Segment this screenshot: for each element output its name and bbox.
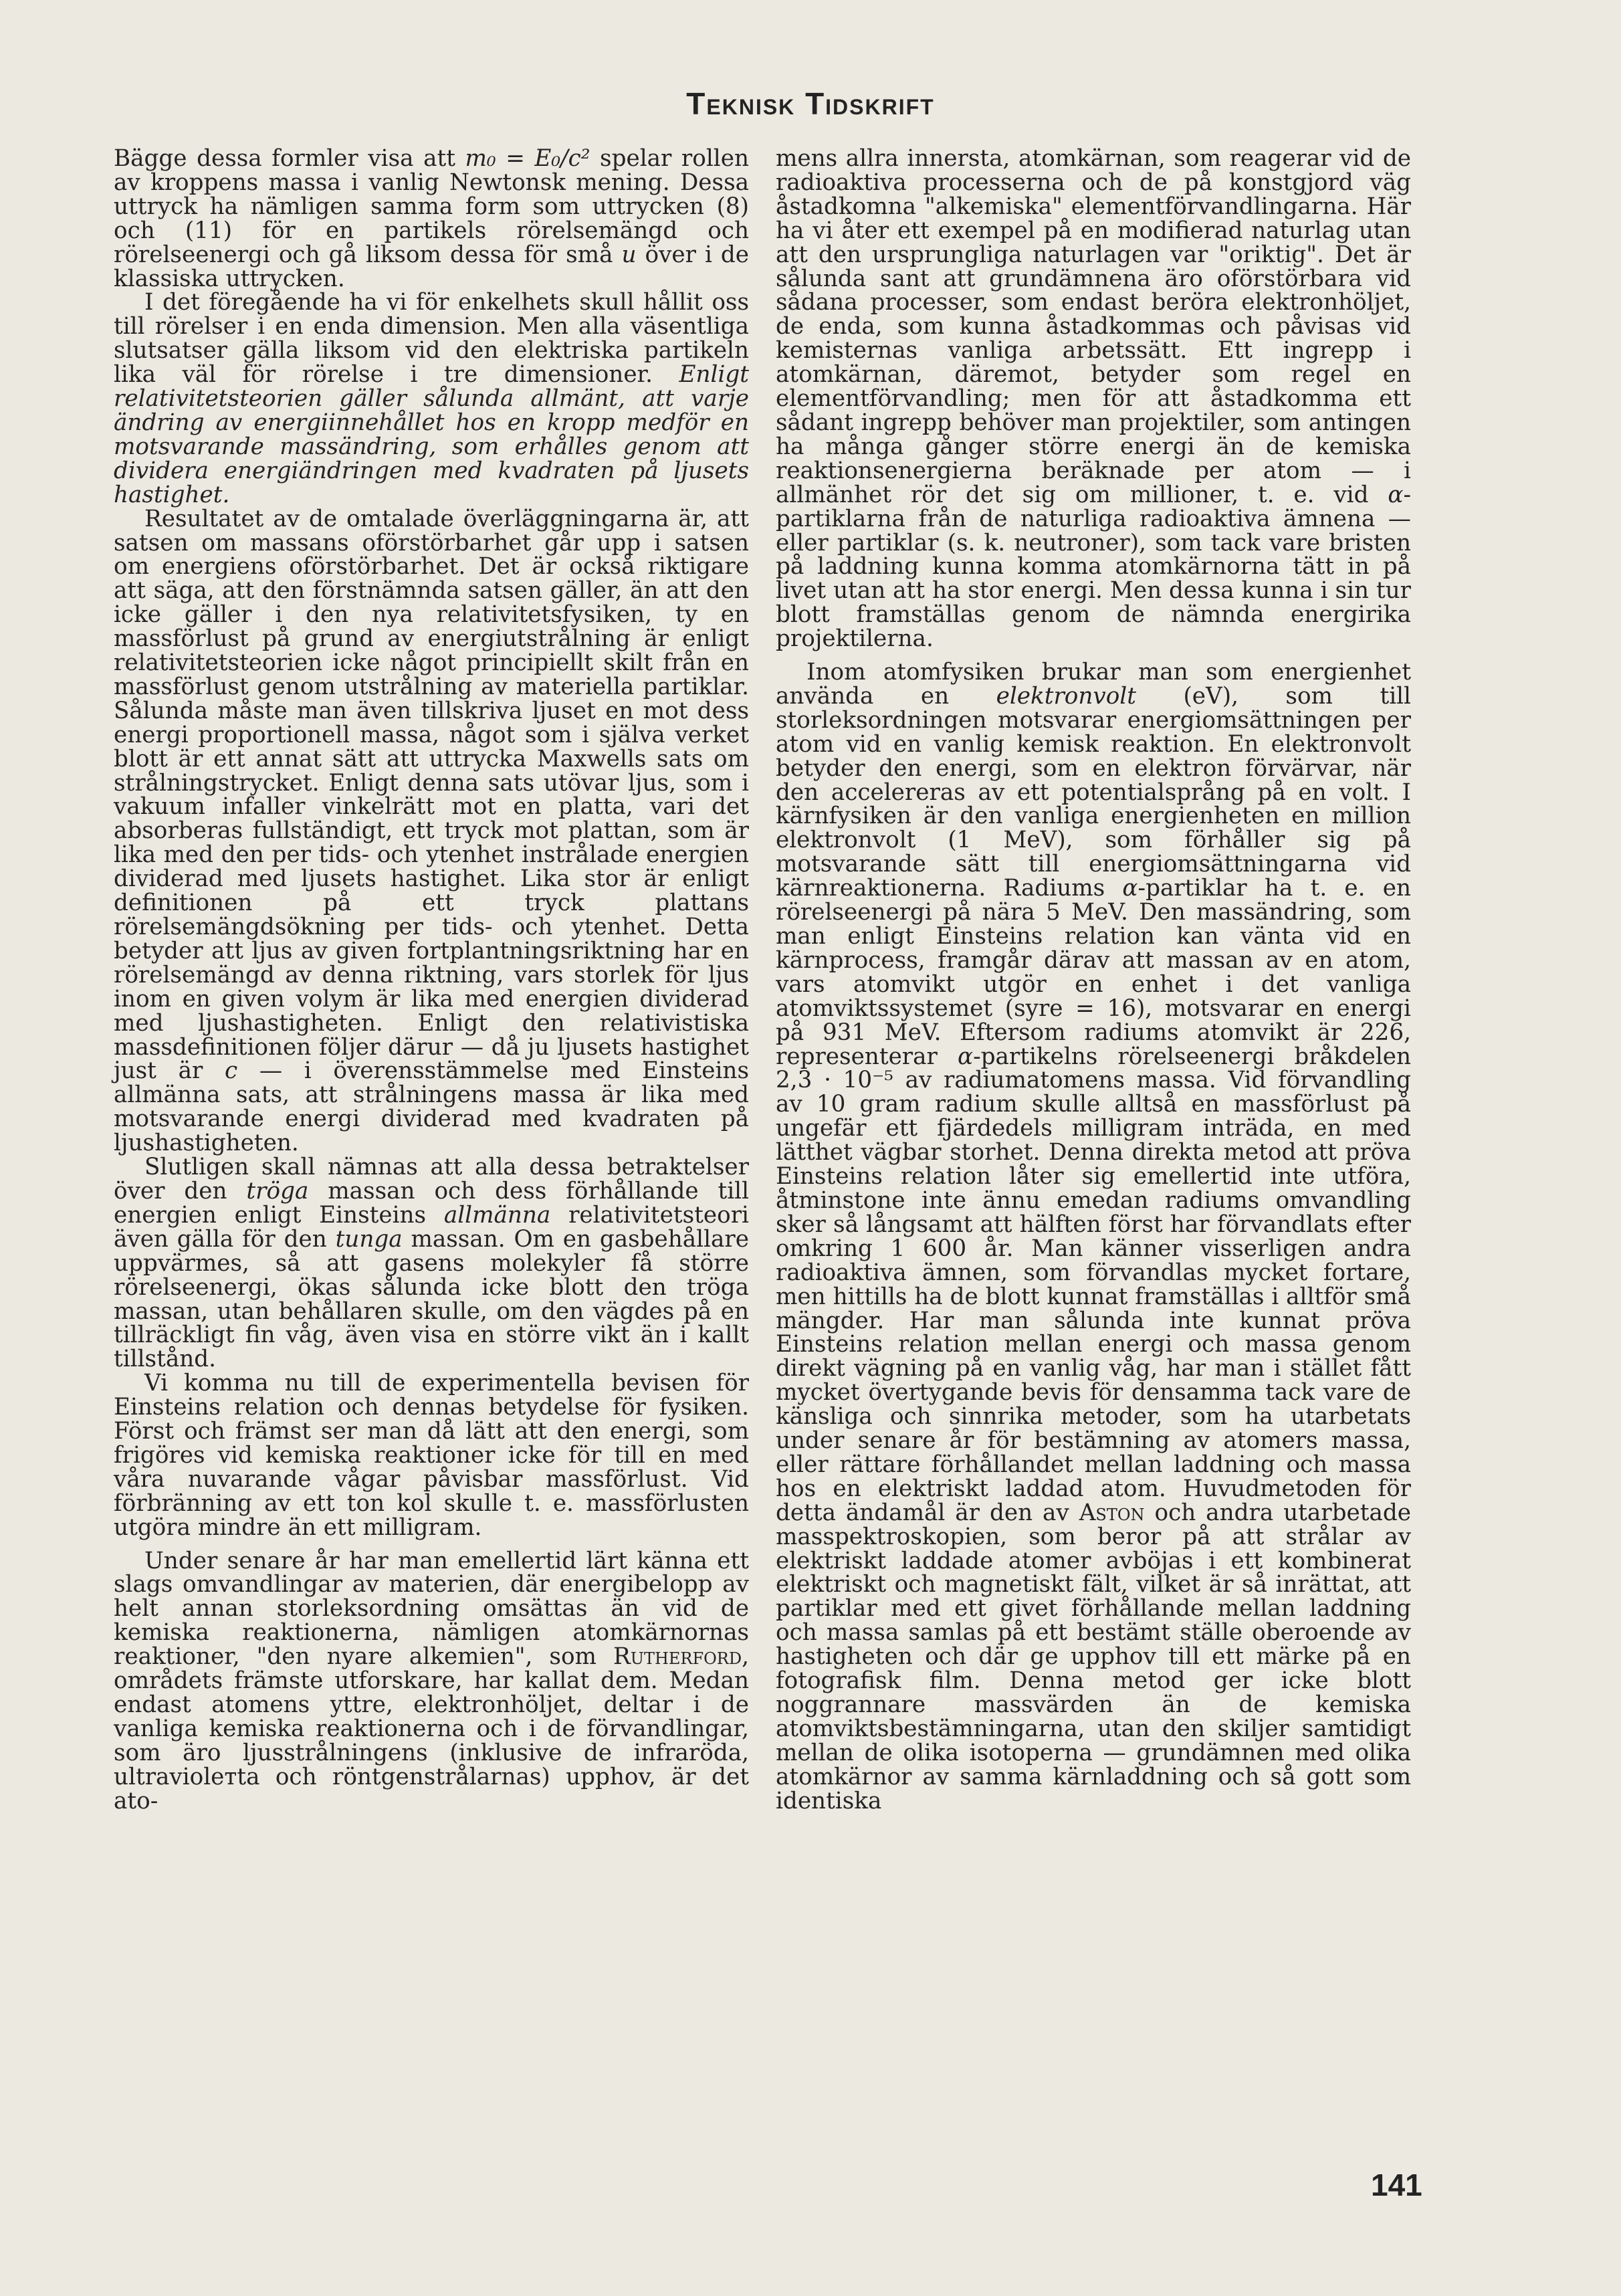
emphasis: Enligt relativitetsteorien gäller sålunda allmänt, att varje ändring av energiinnehållet hos en kropp medför en motsvarande massändring, som erhålles genom att dividera energiändringen med kvadraten på ljusets hastighet. bbox=[114, 361, 749, 508]
paragraph: Bägge dessa formler visa att m₀ = E₀/c² spelar rollen av kroppens massa i vanlig Newtonsk mening. Dessa uttryck ha nämligen samma form som uttrycken (8) och (11) för en partikels rörelsemängd och rörelseenergi och gå liksom dessa för små u över i de klassiska uttrycken. bbox=[114, 145, 749, 292]
formula: m₀ = E₀/c² bbox=[465, 145, 590, 172]
page-number: 141 bbox=[1371, 2168, 1422, 2202]
paragraph: Inom atomfysiken brukar man som energienhet använda en elektronvolt (eV), som till storleksordningen motsvarar energiomsättningen per atom vid en vanlig kemisk reaktion. En elektronvolt betyder den energi, som en elektron förvärvar, när den accelereras av ett potentialsprång på en volt. I kärnfysiken är den vanliga energienheten en million elektronvolt (1 MeV), som förhåller sig på motsvarande sätt till energiomsättningarna vid kärnreaktionerna. Radiums α-partiklar ha t. e. en rörelseenergi på nära 5 MeV. Den massändring, som man enligt Einsteins relation kan vänta vid en kärnprocess, framgår därav att massan av en atom, vars atomvikt utgör en enhet i det vanliga atomviktssystemet (syre = 16), motsvarar en energi på 931 MeV. Eftersom radiums atomvikt är 226, representerar α-partikelns rörelseenergi bråkdelen 2,3 · 10⁻⁵ av radiumatomens massa. Vid förvandling av 10 gram radium skulle alltså en massförlust på ungefär ett fjärdedels milligram inträda, en med lätthet vägbar storhet. Denna direkta metod att pröva Einsteins relation låter sig emellertid inte utföra, åtminstone inte ännu emedan radiums omvandling sker så långsamt att hälften först har förvandlats efter omkring 1 600 år. Man känner visserligen andra radioaktiva ämnen, som förvandlas mycket fortare, men hittills ha de blott kunnat framställas i alltför små mängder. Har man sålunda inte kunnat pröva Einsteins relation mellan energi och massa genom direkt vägning på en vanlig våg, har man i stället fått mycket övertygande bevis för densamma tack vare de känsliga och sinnrika metoder, som ha utarbetats under senare år för bestämning av atomers massa, eller rättare förhållandet mellan laddning och massa hos en elektriskt laddad atom. Huvudmetoden för detta ändamål är den av Aston och andra utarbetade masspektroskopien, som beror på att strålar av elektriskt laddade atomer avböjas i ett kombinerat elektriskt och magnetiskt fält, vilket är så inrättat, att partiklar med ett givet förhållande mellan laddning och massa samlas på ett bestämt ställe oberoende av hastigheten och där ge upphov till ett märke på en fotografisk film. Denna metod ger icke blott noggrannare massvärden än de kemiska atomviktsbestämningarna, utan den skiljer samtidigt mellan de olika isotoperna — grundämnen med olika atomkärnor av samma kärnladdning och så gott som identiska bbox=[776, 659, 1412, 1814]
paragraph: I det föregående ha vi för enkelhets skull hållit oss till rörelser i en enda dimension. Men alla väsentliga slutsatser gälla liksom vid den elektriska partikeln lika väl för rörelse i tre dimensioner. Enligt relativitetsteorien gäller sålunda allmänt, att varje ändring av energiinnehållet hos en kropp medför en motsvarande massändring, som erhålles genom att dividera energiändringen med kvadraten på ljusets hastighet. bbox=[114, 289, 749, 508]
paragraph: Resultatet av de omtalade överläggningarna är, att satsen om massans oförstörbarhet går upp i satsen om energiens oförstörbarhet. Det är också riktigare att säga, att den förstnämnda satsen gäller, än att den icke gäller i den nya relativitetsfysiken, ty en massförlust på grund av energiutstrålning är enligt relativitetsteorien icke något principiellt skilt från en massförlust genom utstrålning av materiella partiklar. Sålunda måste man även tillskriva ljuset en mot dess energi proportionell massa, något som i själva verket blott är ett annat sätt att uttrycka Maxwells sats om strålningstrycket. Enligt denna sats utövar ljus, som i vakuum infaller vinkelrätt mot en platta, vari det absorberas fullständigt, ett tryck mot plattan, som är lika med den per tids- och ytenhet instrålade energien dividerad med ljusets hastighet. Lika stor är enligt definitionen på ett tryck plattans rörelsemängdsökning per tids- och ytenhet. Detta betyder att ljus av given fortplantningsriktning har en rörelsemängd av denna riktning, vars storlek för ljus inom en given volym är lika med energien dividerad med ljushastigheten. Enligt den relativistiska massdefinitionen följer därur — då ju ljusets hastighet just är c — i överensstämmelse med Einsteins allmänna sats, att strålningens massa är lika med motsvarande energi dividerad med kvadraten på ljushastigheten. bbox=[114, 505, 749, 1157]
paragraph: Slutligen skall nämnas att alla dessa betraktelser över den tröga massan och dess förhållande till energien enligt Einsteins allmänna relativitetsteori även gälla för den tunga massan. Om en gasbehållare uppvärmes, så att gasens molekyler få större rörelseenergi, ökas sålunda icke blott den tröga massan, utan behållaren skulle, om den vägdes på en tillräckligt fin våg, även visa en större vikt än i kallt tillstånd. bbox=[114, 1154, 750, 1373]
right-column bbox=[776, 147, 1411, 1814]
formula: 2,3 · 10⁻⁵ bbox=[776, 1067, 893, 1094]
paragraph: Under senare år har man emellertid lärt känna ett slags omvandlingar av materien, där energibelopp av helt annan storleksordning omsättas än vid de kemiska reaktionerna, nämligen atomkärnornas reaktioner, "den nyare alkemien", som Rutherford, områdets främste utforskare, har kallat dem. Medan endast atomens yttre, elektronhöljet, deltar i de vanliga kemiska reaktionerna och i de förvandlingar, som äro ljusstrålningens (inklusive de infraröda, ultraviolетta och röntgenstrålarnas) upphov, är det ato- bbox=[114, 1547, 749, 1814]
paragraph: mens allra innersta, atomkärnan, som reagerar vid de radioaktiva processerna och de på konstgjord väg åstadkomna "alkemiska" elementförvandlingarna. Här ha vi åter ett exempel på en modifierad naturlag utan att den ursprungliga naturlagen var "oriktig". Det är sålunda sant att grundämnena äro oförstörbara vid sådana processer, som endast beröra elektronhöljet, de enda, som kunna åstadkommas och påvisas vid kemisternas vanliga arbetssätt. Ett ingrepp i atomkärnan, däremot, betyder som regel en elementförvandling; men för att åstadkomma ett sådant ingrepp behöver man projektiler, som antingen ha många gånger större energi än de kemiska reaktionsenergierna beräknade per atom — i allmänhet rör det sig om millioner, t. e. vid α-partiklarna från de naturliga radioaktiva ämnena — eller partiklar (s. k. neutroner), som tack vare bristen på laddning kunna komma atomkärnorna tätt in på livet utan att ha stor energi. Men dessa kunna i sin tur blott framställas genom de nämnda energirika projektilerna. bbox=[776, 145, 1411, 653]
left-column bbox=[114, 147, 749, 1814]
running-header: Teknisk Tidskrift bbox=[686, 86, 935, 121]
person-name: Aston bbox=[1079, 1499, 1145, 1526]
paragraph: Vi komma nu till de experimentella bevisen för Einsteins relation och dennas betydelse för fysiken. Först och främst ser man då lätt att den energi, som frigöres vid kemiska reaktioner icke för till en med våra nuvarande vågar påvisbar massförlust. Vid förbränning av ett ton kol skulle t. e. massförlusten utgöra mindre än ett milligram. bbox=[114, 1370, 749, 1541]
person-name: Rutherford bbox=[613, 1643, 742, 1671]
emphasis: elektronvolt bbox=[996, 682, 1136, 710]
